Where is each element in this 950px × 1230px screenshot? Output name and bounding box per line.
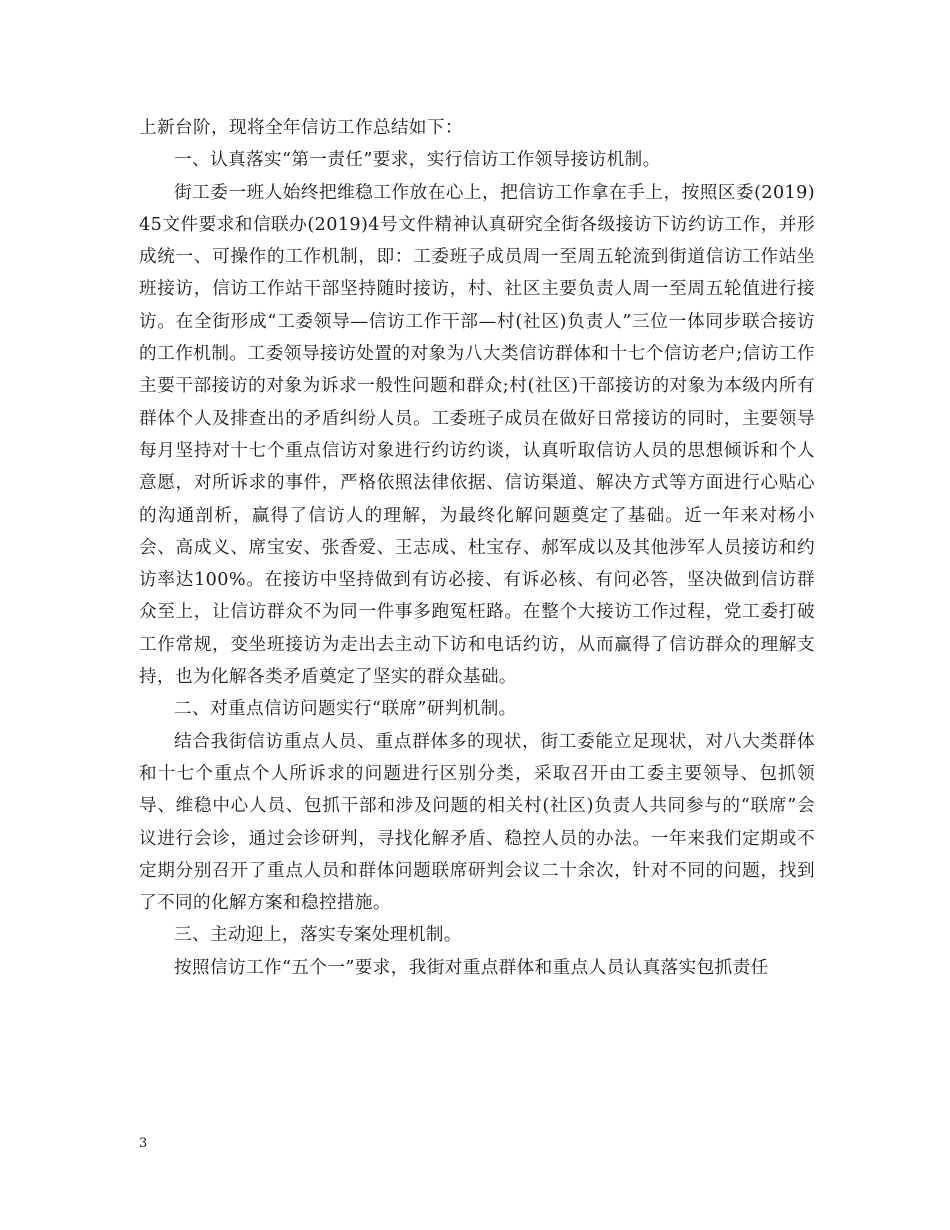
section-heading-2: 二、对重点信访问题实行“联席”研判机制。 [174,699,517,720]
paragraph-section-2: 结合我街信访重点人员、重点群体多的现状，街工委能立足现状，对八大类群体和十七个重点个人所诉求的问题进行区别分类，采取召开由工委主要领导、包抓领导、维稳中心人员、包抓干部和涉及问题的相关村(社区)负责人共同参与的“联席”会议进行会诊，通过会诊研判，寻找化解矛盾、稳控人员的办法。一年来我们定期或不定期分别召开了重点人员和群体问题联席研判会议二十余次，针对不同的问题，找到了不同的化解方案和稳控措施。 [139,731,815,914]
paragraph-section-3: 按照信访工作“五个一”要求，我街对重点群体和重点人员认真落实包抓责任 [174,957,769,978]
paragraph-intro: 上新台阶，现将全年信访工作总结如下： [139,118,463,138]
paragraph-section-1: 街工委一班人始终把维稳工作放在心上，把信访工作拿在手上，按照区委(2019)45文件要求和信联办(2019)4号文件精神认真研究全街各级接访下访约访工作，并形成统一、可操作的工作机制，即：工委班子成员周一至周五轮流到街道信访工作站坐班接访，信访工作站干部坚持随时接访，村、社区主要负责人周一至周五轮值进行接访。在全街形成“工委领导—信访工作干部—村(社区)负责人”三位一体同步联合接访的工作机制。工委领导接访处置的对象为八大类信访群体和十七个信访老户;信访工作主要干部接访的对象为诉求一般性问题和群众;村(社区)干部接访的对象为本级内所有群体个人及排查出的矛盾纠纷人员。工委班子成员在做好日常接访的同时，主要领导每月坚持对十七个重点信访对象进行约访约谈，认真听取信访人员的思想倾诉和个人意愿，对所诉求的事件，严格依照法律依据、信访渠道、解决方式等方面进行心贴心的沟通剖析，赢得了信访人的理解，为最终化解问题奠定了基础。近一年来对杨小会、高成义、席宝安、张香爱、王志成、杜宝存、郝军成以及其他涉军人员接访和约访率达100%。在接访中坚持做到有访必接、有诉必核、有问必答，坚决做到信访群众至上，让信访群众不为同一件事多跑冤枉路。在整个大接访工作过程，党工委打破工作常规，变坐班接访为走出去主动下访和电话约访，从而赢得了信访群众的理解支持，也为化解各类矛盾奠定了坚实的群众基础。 [139,182,815,688]
page-number: 3 [139,1136,148,1151]
document-body [139,112,815,984]
section-heading-3: 三、主动迎上，落实专案处理机制。 [174,925,462,946]
section-heading-1: 一、认真落实“第一责任”要求，实行信访工作领导接访机制。 [174,150,661,171]
